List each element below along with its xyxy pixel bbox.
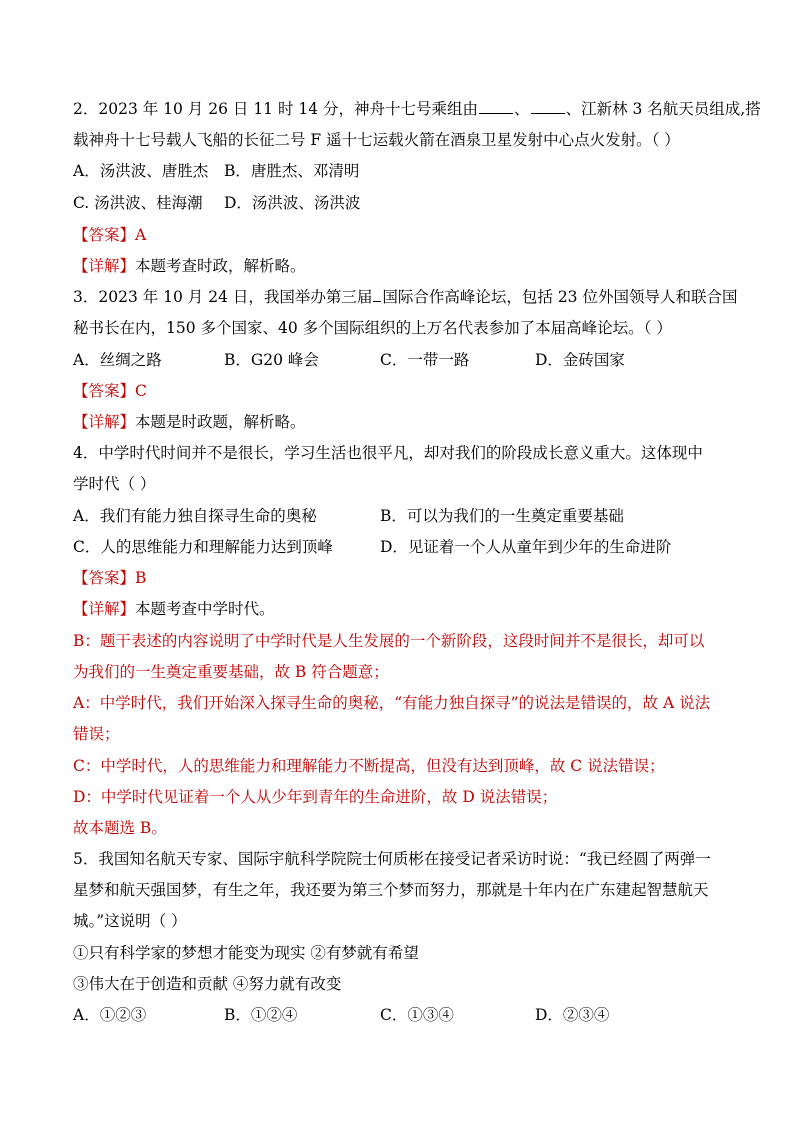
q3-option-a: A．丝绸之路	[73, 351, 162, 369]
detail-tag: 【详解】	[73, 600, 136, 618]
q2-option-b: B．唐胜杰、邓清明	[224, 162, 360, 180]
detail-text: 本题是时政题，解析略。	[135, 413, 306, 431]
detail-text: 本题考查中学时代。	[135, 600, 275, 618]
detail-text: 本题考查时政，解析略。	[135, 257, 306, 275]
q4-explain-b-line1: B：题干表述的内容说明了中学时代是人生发展的一个新阶段，这段时间并不是很长，却可以	[73, 632, 705, 650]
q4-option-c: C．人的思维能力和理解能力达到顶峰	[73, 538, 333, 556]
q5-option-c: C．①③④	[380, 1006, 454, 1024]
q3-stem-part2: 国际合作高峰论坛，包括 23 位外国领导人和联合国	[382, 288, 738, 306]
detail-tag: 【详解】	[73, 413, 136, 431]
q2-separator: 、	[514, 100, 530, 118]
q5-option-a: A．①②③	[73, 1006, 147, 1024]
q2-answer	[73, 224, 733, 246]
q3-option-d: D．金砖国家	[535, 351, 625, 369]
q5-stem-line1: 5．我国知名航天专家、国际宇航科学院院士何质彬在接受记者采访时说：“我已经圆了两弹一	[73, 850, 711, 868]
q2-option-c: C. 汤洪波、桂海潮	[73, 194, 203, 212]
answer-tag: 【答案】	[73, 382, 136, 400]
answer-tag: 【答案】	[73, 226, 136, 244]
q2-option-d: D．汤洪波、汤洪波	[224, 194, 361, 212]
answer-value: B	[135, 569, 147, 587]
answer-value: C	[135, 382, 147, 400]
answer-value: A	[135, 226, 147, 244]
q5-option-b: B．①②④	[224, 1006, 298, 1024]
q5-items-3-4: ③伟大在于创造和贡献 ④努力就有改变	[73, 975, 342, 993]
answer-tag: 【答案】	[73, 569, 136, 587]
q2-detail	[73, 255, 733, 277]
q4-option-d: D．见证着一个人从童年到少年的生命进阶	[380, 538, 672, 556]
q3-option-c: C．一带一路	[380, 351, 470, 369]
q4-detail	[73, 598, 733, 620]
q2-blank-2	[531, 99, 565, 114]
q4-stem-line2: 学时代（ ）	[73, 475, 156, 493]
q3-detail	[73, 411, 733, 433]
q2-stem-line1	[73, 98, 761, 120]
q5-items-1-2: ①只有科学家的梦想才能变为现实 ②有梦就有希望	[73, 944, 419, 962]
q3-blank	[373, 287, 381, 302]
q4-answer	[73, 567, 733, 589]
q2-blank-1	[479, 99, 513, 114]
q2-stem-part2: 、江新林 3 名航天员组成,搭	[565, 100, 761, 118]
q5-stem-line2: 星梦和航天强国梦，有生之年，我还要为第三个梦而努力，那就是十年内在广东建起智慧航天	[73, 881, 709, 899]
q3-stem-line2: 秘书长在内，150 多个国家、40 多个国际组织的上万名代表参加了本届高峰论坛。（ ）	[73, 319, 672, 337]
q3-stem-part1: 3．2023 年 10 月 24 日，我国举办第三届	[73, 288, 373, 306]
detail-tag: 【详解】	[73, 257, 136, 275]
q4-explain-a-line2: 错误；	[73, 725, 120, 743]
q3-stem-line1	[73, 286, 738, 308]
q4-explain-b-line2: 为我们的一生奠定重要基础，故 B 符合题意；	[73, 663, 389, 681]
q4-explain-c: C：中学时代，人的思维能力和理解能力不断提高，但没有达到顶峰，故 C 说法错误；	[73, 757, 665, 775]
q4-option-a: A．我们有能力独自探寻生命的奥秘	[73, 507, 317, 525]
q2-stem-part1: 2．2023 年 10 月 26 日 11 时 14 分，神舟十七号乘组由	[73, 100, 479, 118]
q4-explain-d: D：中学时代见证着一个人从少年到青年的生命进阶，故 D 说法错误；	[73, 788, 558, 806]
q3-answer	[73, 380, 733, 402]
q4-stem-line1: 4．中学时代时间并不是很长，学习生活也很平凡，却对我们的阶段成长意义重大。这体现中	[73, 444, 703, 462]
q4-explain-a-line1: A：中学时代，我们开始深入探寻生命的奥秘，“有能力独自探寻”的说法是错误的，故 A 说法	[73, 694, 711, 712]
q4-conclusion: 故本题选 B。	[73, 819, 167, 837]
q4-option-b: B．可以为我们的一生奠定重要基础	[380, 507, 624, 525]
q5-stem-line3: 城。”这说明（ ）	[73, 912, 187, 930]
q3-option-b: B．G20 峰会	[224, 351, 319, 369]
q2-stem-line2: 载神舟十七号载人飞船的长征二号 F 遥十七运载火箭在酒泉卫星发射中心点火发射。（ ）	[73, 131, 680, 149]
q2-option-a: A．汤洪波、唐胜杰	[73, 162, 209, 180]
q5-option-d: D．②③④	[535, 1006, 610, 1024]
